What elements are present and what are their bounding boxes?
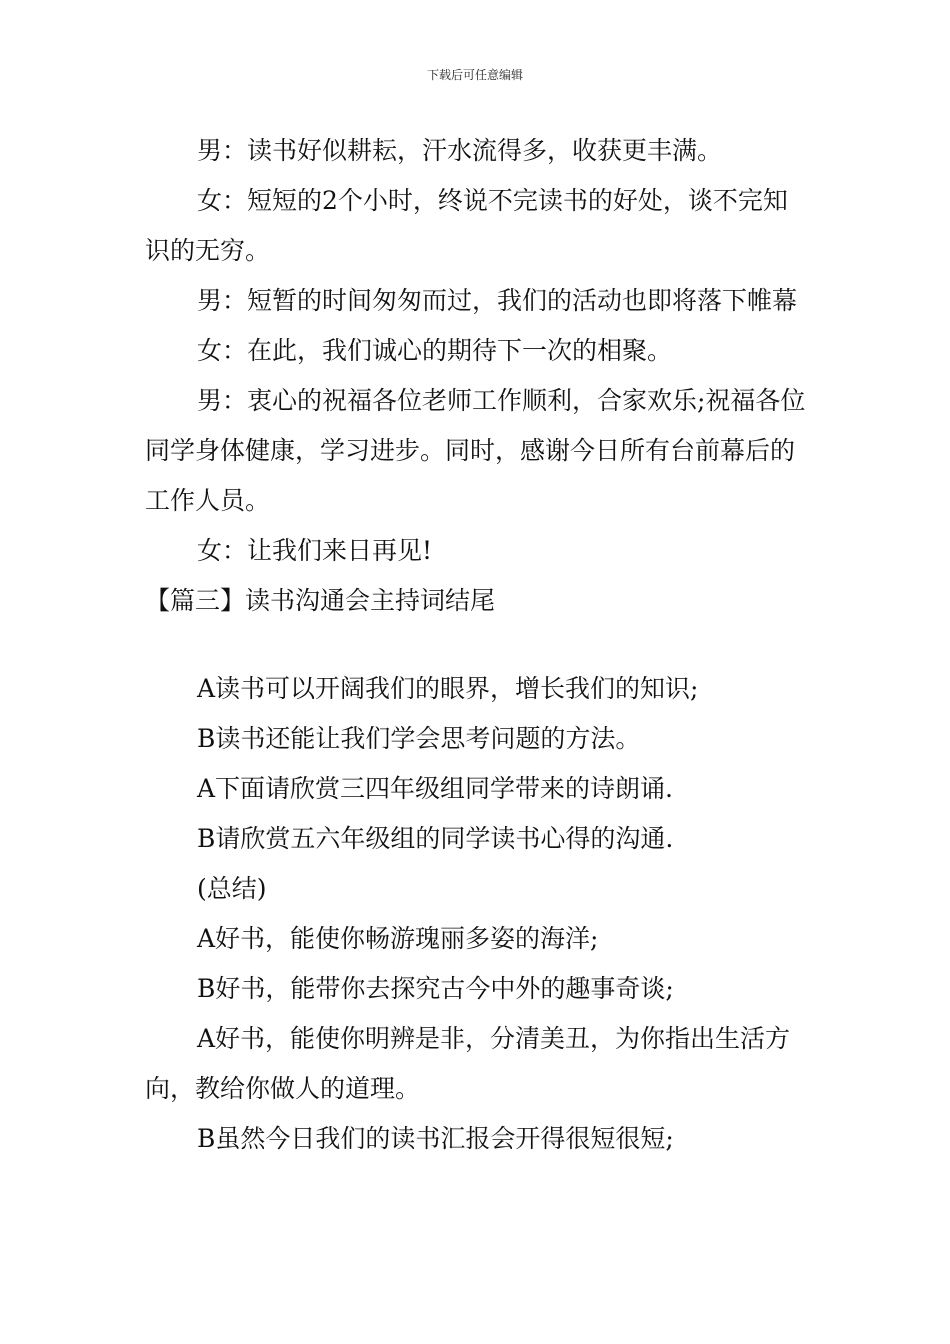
paragraph: 女：短短的2个小时，终说不完读书的好处，谈不完知识的无穷。: [145, 186, 788, 265]
paragraph: (总结): [197, 874, 267, 903]
paragraph: A读书可以开阔我们的眼界，增长我们的知识;: [197, 674, 699, 703]
paragraph: 女：在此，我们诚心的期待下一次的相聚。: [197, 336, 673, 365]
paragraph: B请欣赏五六年级组的同学读书心得的沟通.: [197, 824, 674, 853]
paragraph: A下面请欣赏三四年级组同学带来的诗朗诵.: [197, 774, 674, 803]
spacer: [145, 626, 807, 664]
page-header: 下载后可任意编辑: [426, 68, 523, 82]
paragraph: B读书还能让我们学会思考问题的方法。: [197, 724, 641, 753]
paragraph: B虽然今日我们的读书汇报会开得很短很短;: [197, 1124, 674, 1153]
paragraph: A好书，能使你明辨是非，分清美丑，为你指出生活方向，教给你做人的道理。: [145, 1024, 791, 1103]
document-body: [145, 126, 807, 1164]
paragraph: B好书，能带你去探究古今中外的趣事奇谈;: [197, 974, 674, 1003]
paragraph: A好书，能使你畅游瑰丽多姿的海洋;: [197, 924, 599, 953]
paragraph: 女：让我们来日再见!: [197, 536, 433, 565]
paragraph: 男：短暂的时间匆匆而过，我们的活动也即将落下帷幕: [197, 286, 798, 315]
section-title: 【篇三】读书沟通会主持词结尾: [145, 586, 496, 615]
paragraph: 男：读书好似耕耘，汗水流得多，收获更丰满。: [197, 136, 723, 165]
paragraph: 男：衷心的祝福各位老师工作顺利，合家欢乐;祝福各位同学身体健康，学习进步。同时，感谢今日所有台前幕后的工作人员。: [145, 386, 806, 515]
